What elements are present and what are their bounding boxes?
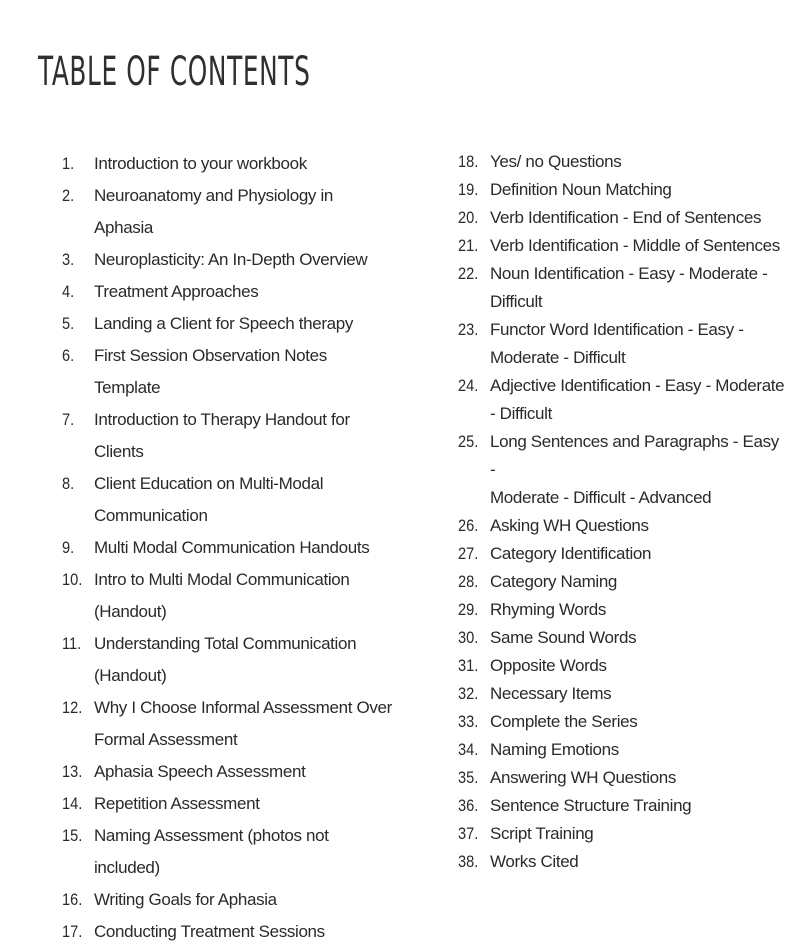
toc-entry-number: 14. <box>62 794 83 813</box>
toc-entry <box>458 820 788 848</box>
toc-entry-title: Naming Emotions <box>490 740 619 759</box>
toc-entry-title: Noun Identification - Easy - Moderate - Difficult <box>490 264 768 311</box>
toc-entry-number: 25. <box>458 432 479 451</box>
toc-entry-number: 20. <box>458 208 479 227</box>
toc-entry-title: Complete the Series <box>490 712 638 731</box>
toc-entry <box>62 564 392 628</box>
toc-entry-title: Introduction to your workbook <box>94 154 307 173</box>
toc-entry-number: 35. <box>458 768 479 787</box>
toc-entry-number: 22. <box>458 264 479 283</box>
toc-entry-title: Landing a Client for Speech therapy <box>94 314 353 333</box>
toc-entry <box>458 232 788 260</box>
toc-entry-title: Understanding Total Communication (Handout) <box>94 634 357 685</box>
toc-entry <box>458 652 788 680</box>
toc-entry <box>458 792 788 820</box>
toc-entry-number: 1. <box>62 154 75 173</box>
toc-entry-number: 33. <box>458 712 479 731</box>
toc-entry <box>458 204 788 232</box>
toc-entry-number: 13. <box>62 762 83 781</box>
toc-entry-title: Verb Identification - Middle of Sentences <box>490 236 780 255</box>
toc-entry <box>62 244 392 276</box>
toc-entry <box>458 568 788 596</box>
toc-entry <box>62 276 392 308</box>
toc-entry <box>62 340 392 404</box>
toc-entry-title: First Session Observation Notes Template <box>94 346 327 397</box>
toc-entry <box>62 628 392 692</box>
toc-entry-number: 23. <box>458 320 479 339</box>
toc-entry-title: Script Training <box>490 824 594 843</box>
toc-entry-title: Works Cited <box>490 852 579 871</box>
toc-entry <box>458 260 788 316</box>
page-title: TABLE OF CONTENTS <box>38 48 311 95</box>
toc-entry-number: 5. <box>62 314 75 333</box>
toc-entry-title: Client Education on Multi-Modal Communication <box>94 474 324 525</box>
toc-entry-title: Adjective Identification - Easy - Moderate - Difficult <box>490 376 785 423</box>
toc-entry-number: 29. <box>458 600 479 619</box>
toc-entry-title: Neuroanatomy and Physiology in Aphasia <box>94 186 333 237</box>
toc-entry-number: 27. <box>458 544 479 563</box>
toc-entry-number: 8. <box>62 474 75 493</box>
toc-entry-number: 21. <box>458 236 479 255</box>
toc-entry-title: Verb Identification - End of Sentences <box>490 208 762 227</box>
toc-entry <box>62 308 392 340</box>
toc-entry <box>62 180 392 244</box>
toc-entry <box>62 532 392 564</box>
toc-entry-title: Necessary Items <box>490 684 612 703</box>
toc-entry-title: Functor Word Identification - Easy - Moderate - Difficult <box>490 320 744 367</box>
toc-entry-number: 4. <box>62 282 75 301</box>
toc-entry-title: Treatment Approaches <box>94 282 259 301</box>
toc-entry-title: Intro to Multi Modal Communication (Handout) <box>94 570 350 621</box>
toc-entry-title: Category Naming <box>490 572 618 591</box>
toc-entry-title: Writing Goals for Aphasia <box>94 890 277 909</box>
toc-entry-number: 19. <box>458 180 479 199</box>
toc-entry-title: Repetition Assessment <box>94 794 260 813</box>
toc-entry <box>62 884 392 916</box>
toc-entry-title: Definition Noun Matching <box>490 180 672 199</box>
toc-entry-number: 32. <box>458 684 479 703</box>
toc-entry <box>62 148 392 180</box>
toc-entry-title: Same Sound Words <box>490 628 637 647</box>
toc-entry-number: 12. <box>62 698 83 717</box>
toc-entry-number: 37. <box>458 824 479 843</box>
toc-entry-number: 10. <box>62 570 83 589</box>
toc-entry <box>62 820 392 884</box>
toc-entry-title: Answering WH Questions <box>490 768 676 787</box>
toc-entry <box>458 624 788 652</box>
toc-entry <box>458 848 788 876</box>
toc-entry <box>458 148 788 176</box>
toc-entry <box>458 512 788 540</box>
toc-entry-number: 7. <box>62 410 75 429</box>
toc-entry-number: 11. <box>62 634 82 653</box>
toc-left-column <box>62 148 392 948</box>
toc-entry-number: 18. <box>458 152 479 171</box>
toc-entry <box>458 176 788 204</box>
toc-entry <box>458 708 788 736</box>
toc-entry-title: Conducting Treatment Sessions <box>94 922 325 941</box>
toc-entry-number: 9. <box>62 538 75 557</box>
toc-entry-title: Rhyming Words <box>490 600 607 619</box>
toc-entry <box>62 692 392 756</box>
toc-entry <box>62 756 392 788</box>
toc-right-column <box>458 148 788 876</box>
toc-entry-number: 31. <box>458 656 479 675</box>
toc-entry-number: 24. <box>458 376 479 395</box>
toc-entry-title: Asking WH Questions <box>490 516 649 535</box>
toc-entry-title: Long Sentences and Paragraphs - Easy - Moderate - Difficult - Advanced <box>490 432 779 507</box>
toc-entry-title: Aphasia Speech Assessment <box>94 762 306 781</box>
toc-entry-number: 6. <box>62 346 75 365</box>
toc-entry <box>458 540 788 568</box>
toc-entry <box>458 372 788 428</box>
toc-entry-title: Neuroplasticity: An In-Depth Overview <box>94 250 368 269</box>
toc-entry-title: Category Identification <box>490 544 652 563</box>
toc-entry-number: 3. <box>62 250 75 269</box>
toc-entry <box>458 316 788 372</box>
toc-entry-number: 38. <box>458 852 479 871</box>
toc-entry-title: Naming Assessment (photos not included) <box>94 826 329 877</box>
toc-entry <box>458 736 788 764</box>
toc-entry <box>62 468 392 532</box>
toc-entry-number: 15. <box>62 826 83 845</box>
toc-entry-number: 2. <box>62 186 75 205</box>
toc-entry-title: Multi Modal Communication Handouts <box>94 538 370 557</box>
toc-entry-number: 16. <box>62 890 83 909</box>
toc-entry-title: Introduction to Therapy Handout for Clients <box>94 410 350 461</box>
toc-entry-number: 26. <box>458 516 479 535</box>
toc-entry-title: Why I Choose Informal Assessment Over Formal Assessment <box>94 698 392 749</box>
toc-entry-number: 34. <box>458 740 479 759</box>
toc-entry-number: 36. <box>458 796 479 815</box>
toc-entry <box>458 596 788 624</box>
toc-entry <box>458 764 788 792</box>
toc-entry <box>458 428 788 512</box>
toc-entry-number: 17. <box>62 922 83 941</box>
toc-entry-title: Opposite Words <box>490 656 607 675</box>
toc-entry-title: Yes/ no Questions <box>490 152 622 171</box>
toc-entry-number: 30. <box>458 628 479 647</box>
toc-entry <box>458 680 788 708</box>
toc-entry <box>62 788 392 820</box>
toc-entry-number: 28. <box>458 572 479 591</box>
toc-entry <box>62 916 392 948</box>
toc-entry <box>62 404 392 468</box>
toc-entry-title: Sentence Structure Training <box>490 796 692 815</box>
